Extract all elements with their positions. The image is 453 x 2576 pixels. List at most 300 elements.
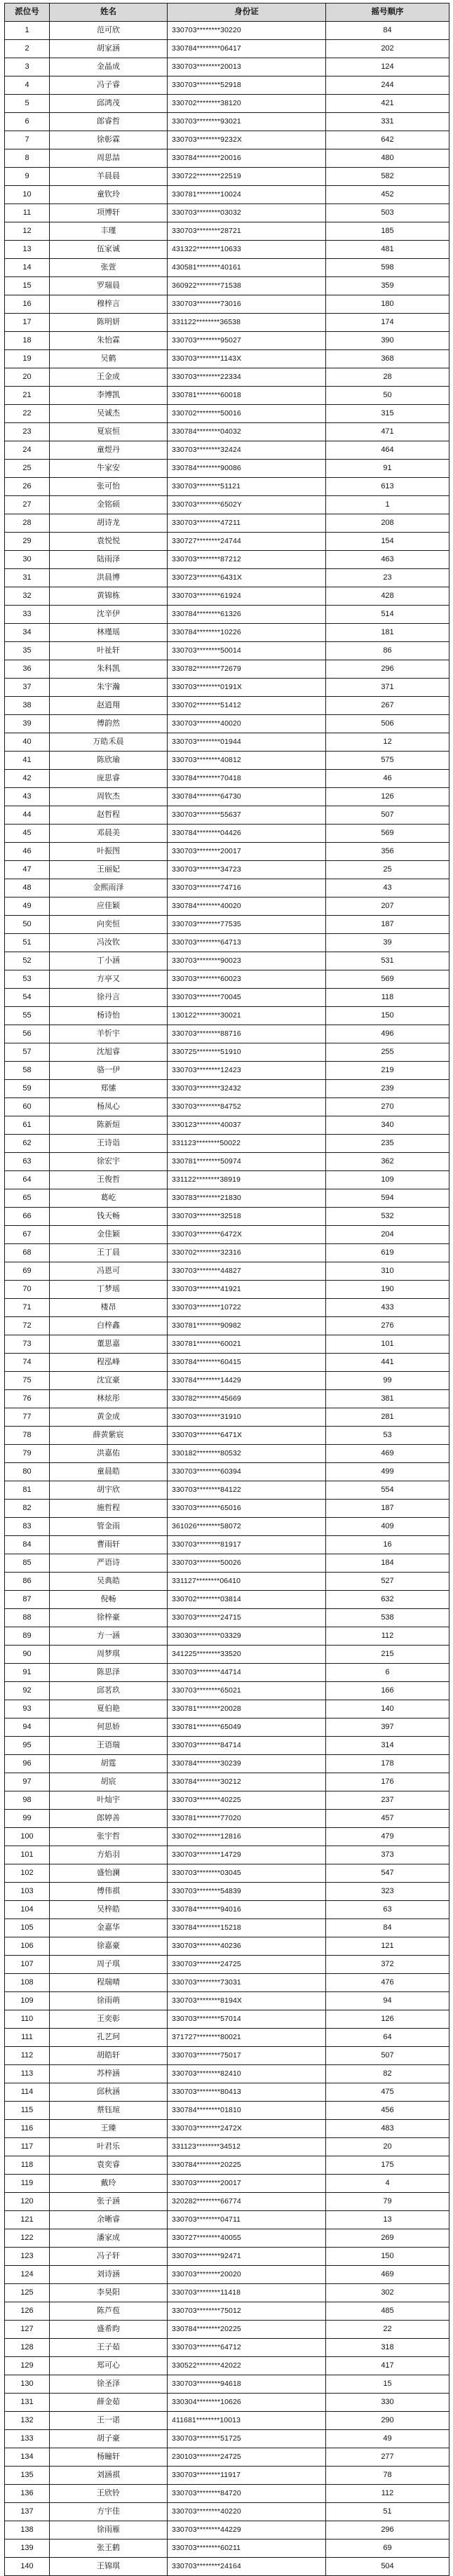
draw-order-cell: 91 xyxy=(326,460,449,478)
name-cell: 刘涵祺 xyxy=(50,2467,168,2485)
draw-order-cell: 1 xyxy=(326,496,449,514)
id-number-cell: 331123********50022 xyxy=(168,1135,326,1153)
seq-cell: 111 xyxy=(5,2029,50,2047)
draw-order-cell: 121 xyxy=(326,1937,449,1956)
draw-order-cell: 86 xyxy=(326,642,449,660)
id-number-cell: 330703********47211 xyxy=(168,514,326,533)
seq-cell: 116 xyxy=(5,2120,50,2138)
id-number-cell: 330703********65016 xyxy=(168,1500,326,1518)
id-number-cell: 330703********55637 xyxy=(168,806,326,825)
name-cell: 黄金成 xyxy=(50,1408,168,1427)
draw-order-cell: 12 xyxy=(326,733,449,752)
seq-cell: 23 xyxy=(5,423,50,441)
id-number-cell: 330782********45669 xyxy=(168,1390,326,1408)
seq-cell: 5 xyxy=(5,95,50,113)
table-row xyxy=(5,1153,449,1171)
name-cell: 邱鸿茂 xyxy=(50,95,168,113)
id-number-cell: 330703********24164 xyxy=(168,2558,326,2576)
name-cell: 叶灿宇 xyxy=(50,1791,168,1810)
name-cell: 傅伟祺 xyxy=(50,1883,168,1901)
draw-order-cell: 619 xyxy=(326,1244,449,1262)
id-number-cell: 330703********90023 xyxy=(168,952,326,970)
id-number-cell: 330703********60211 xyxy=(168,2540,326,2558)
id-number-cell: 330703********70045 xyxy=(168,989,326,1007)
table-row xyxy=(5,1481,449,1500)
table-row xyxy=(5,1992,449,2010)
name-cell: 胡宇欣 xyxy=(50,1481,168,1500)
draw-order-cell: 397 xyxy=(326,1719,449,1737)
id-number-cell: 330784********20225 xyxy=(168,2321,326,2339)
draw-order-cell: 112 xyxy=(326,1627,449,1646)
seq-cell: 91 xyxy=(5,1664,50,1682)
table-row xyxy=(5,1317,449,1335)
seq-cell: 136 xyxy=(5,2485,50,2503)
draw-order-cell: 28 xyxy=(326,368,449,387)
table-row xyxy=(5,295,449,314)
name-cell: 盛希昀 xyxy=(50,2321,168,2339)
id-number-cell: 330703********20013 xyxy=(168,58,326,76)
draw-order-cell: 49 xyxy=(326,2430,449,2448)
table-row xyxy=(5,241,449,259)
seq-cell: 76 xyxy=(5,1390,50,1408)
seq-cell: 70 xyxy=(5,1281,50,1299)
seq-cell: 46 xyxy=(5,843,50,861)
name-cell: 曹雨轩 xyxy=(50,1536,168,1554)
draw-order-cell: 569 xyxy=(326,825,449,843)
seq-cell: 20 xyxy=(5,368,50,387)
draw-order-cell: 296 xyxy=(326,2521,449,2540)
seq-cell: 101 xyxy=(5,1846,50,1864)
draw-order-cell: 178 xyxy=(326,1755,449,1773)
seq-cell: 68 xyxy=(5,1244,50,1262)
name-cell: 项博轩 xyxy=(50,204,168,222)
name-cell: 伍家诚 xyxy=(50,241,168,259)
table-row xyxy=(5,460,449,478)
seq-cell: 108 xyxy=(5,1974,50,1992)
id-number-cell: 431322********10633 xyxy=(168,241,326,259)
draw-order-cell: 362 xyxy=(326,1153,449,1171)
id-number-cell: 330727********40055 xyxy=(168,2229,326,2248)
name-cell: 王金成 xyxy=(50,368,168,387)
table-row xyxy=(5,2083,449,2102)
draw-order-cell: 554 xyxy=(326,1481,449,1500)
draw-order-cell: 507 xyxy=(326,806,449,825)
draw-order-cell: 6 xyxy=(326,1664,449,1682)
name-cell: 杨瞳轩 xyxy=(50,2448,168,2467)
seq-cell: 30 xyxy=(5,551,50,569)
draw-order-cell: 456 xyxy=(326,2102,449,2120)
id-number-cell: 330784********64730 xyxy=(168,788,326,806)
id-number-cell: 331122********38919 xyxy=(168,1171,326,1189)
id-number-cell: 330784********06417 xyxy=(168,40,326,58)
table-row xyxy=(5,2229,449,2248)
table-row xyxy=(5,2467,449,2485)
table-row xyxy=(5,2357,449,2375)
table-row xyxy=(5,1974,449,1992)
seq-cell: 64 xyxy=(5,1171,50,1189)
seq-cell: 73 xyxy=(5,1335,50,1354)
id-number-cell: 330703********20020 xyxy=(168,2266,326,2284)
seq-cell: 88 xyxy=(5,1609,50,1627)
table-row xyxy=(5,1408,449,1427)
id-number-cell: 330781********60018 xyxy=(168,387,326,405)
id-number-cell: 330703********73016 xyxy=(168,295,326,314)
name-cell: 夏伯艳 xyxy=(50,1700,168,1719)
header-id-number: 身份证 xyxy=(168,4,326,22)
table-row xyxy=(5,2120,449,2138)
table-row xyxy=(5,40,449,58)
table-row xyxy=(5,2485,449,2503)
seq-cell: 3 xyxy=(5,58,50,76)
id-number-cell: 330703********32424 xyxy=(168,441,326,460)
id-number-cell: 330703********9232X xyxy=(168,131,326,149)
seq-cell: 48 xyxy=(5,879,50,897)
name-cell: 胡子豪 xyxy=(50,2430,168,2448)
table-row xyxy=(5,1901,449,1919)
table-row xyxy=(5,1007,449,1025)
seq-cell: 139 xyxy=(5,2540,50,2558)
id-number-cell: 330702********03814 xyxy=(168,1591,326,1609)
id-number-cell: 230103********24725 xyxy=(168,2448,326,2467)
id-number-cell: 330703********54839 xyxy=(168,1883,326,1901)
table-row xyxy=(5,1664,449,1682)
id-number-cell: 330702********51412 xyxy=(168,697,326,715)
seq-cell: 65 xyxy=(5,1189,50,1208)
draw-order-cell: 547 xyxy=(326,1864,449,1883)
seq-cell: 131 xyxy=(5,2394,50,2412)
table-row xyxy=(5,1773,449,1791)
id-number-cell: 330781********60021 xyxy=(168,1335,326,1354)
table-row xyxy=(5,934,449,952)
id-number-cell: 330703********20017 xyxy=(168,2175,326,2193)
name-cell: 张萱 xyxy=(50,259,168,277)
table-row xyxy=(5,1646,449,1664)
seq-cell: 52 xyxy=(5,952,50,970)
id-number-cell: 330703********84720 xyxy=(168,2485,326,2503)
name-cell: 周梦琪 xyxy=(50,1646,168,1664)
seq-cell: 82 xyxy=(5,1500,50,1518)
seq-cell: 58 xyxy=(5,1062,50,1080)
id-number-cell: 330784********30239 xyxy=(168,1755,326,1773)
name-cell: 白梓鑫 xyxy=(50,1317,168,1335)
name-cell: 万皓禾晨 xyxy=(50,733,168,752)
name-cell: 王一诺 xyxy=(50,2412,168,2430)
name-cell: 林瑾瑶 xyxy=(50,624,168,642)
id-number-cell: 330784********20016 xyxy=(168,149,326,168)
id-number-cell: 330703********11418 xyxy=(168,2284,326,2302)
id-number-cell: 330703********8194X xyxy=(168,1992,326,2010)
id-number-cell: 330781********77020 xyxy=(168,1810,326,1828)
seq-cell: 45 xyxy=(5,825,50,843)
draw-order-cell: 575 xyxy=(326,752,449,770)
id-number-cell: 330182********80532 xyxy=(168,1445,326,1463)
table-row xyxy=(5,861,449,879)
seq-cell: 41 xyxy=(5,752,50,770)
id-number-cell: 330703********6472X xyxy=(168,1226,326,1244)
id-number-cell: 320282********66774 xyxy=(168,2193,326,2211)
table-row xyxy=(5,989,449,1007)
id-number-cell: 330703********44229 xyxy=(168,2521,326,2540)
name-cell: 郎睿哲 xyxy=(50,113,168,131)
name-cell: 童晨皓 xyxy=(50,1463,168,1481)
id-number-cell: 330781********90982 xyxy=(168,1317,326,1335)
table-row xyxy=(5,149,449,168)
name-cell: 洪嘉佑 xyxy=(50,1445,168,1463)
name-cell: 周子琪 xyxy=(50,1956,168,1974)
id-number-cell: 330703********73031 xyxy=(168,1974,326,1992)
id-number-cell: 130122********30021 xyxy=(168,1007,326,1025)
id-number-cell: 330703********34723 xyxy=(168,861,326,879)
draw-order-cell: 16 xyxy=(326,1536,449,1554)
name-cell: 赵逍翔 xyxy=(50,697,168,715)
draw-order-cell: 538 xyxy=(326,1609,449,1627)
id-number-cell: 330702********32316 xyxy=(168,1244,326,1262)
id-number-cell: 330784********10226 xyxy=(168,624,326,642)
name-cell: 叶君乐 xyxy=(50,2138,168,2156)
draw-order-cell: 532 xyxy=(326,1208,449,1226)
seq-cell: 6 xyxy=(5,113,50,131)
name-cell: 叶振图 xyxy=(50,843,168,861)
id-number-cell: 330703********84752 xyxy=(168,1098,326,1116)
name-cell: 傅韵然 xyxy=(50,715,168,733)
id-number-cell: 330784********30212 xyxy=(168,1773,326,1791)
name-cell: 董思嘉 xyxy=(50,1335,168,1354)
table-row xyxy=(5,2029,449,2047)
draw-order-cell: 99 xyxy=(326,1372,449,1390)
seq-cell: 72 xyxy=(5,1317,50,1335)
draw-order-cell: 255 xyxy=(326,1043,449,1062)
seq-cell: 51 xyxy=(5,934,50,952)
name-cell: 王丽妃 xyxy=(50,861,168,879)
seq-cell: 14 xyxy=(5,259,50,277)
seq-cell: 61 xyxy=(5,1116,50,1135)
name-cell: 袁奕睿 xyxy=(50,2156,168,2175)
table-row xyxy=(5,1427,449,1445)
table-row xyxy=(5,1500,449,1518)
id-number-cell: 330702********38120 xyxy=(168,95,326,113)
table-row xyxy=(5,2503,449,2521)
draw-order-cell: 381 xyxy=(326,1390,449,1408)
table-row xyxy=(5,514,449,533)
draw-order-cell: 331 xyxy=(326,113,449,131)
draw-order-cell: 219 xyxy=(326,1062,449,1080)
seq-cell: 130 xyxy=(5,2375,50,2394)
id-number-cell: 330784********04426 xyxy=(168,825,326,843)
seq-cell: 54 xyxy=(5,989,50,1007)
table-row xyxy=(5,2521,449,2540)
id-number-cell: 331122********36538 xyxy=(168,314,326,332)
seq-cell: 38 xyxy=(5,697,50,715)
name-cell: 方焰羽 xyxy=(50,1846,168,1864)
table-row xyxy=(5,1719,449,1737)
name-cell: 杨诗怡 xyxy=(50,1007,168,1025)
seq-cell: 22 xyxy=(5,405,50,423)
seq-cell: 110 xyxy=(5,2010,50,2029)
name-cell: 邱秋涵 xyxy=(50,2083,168,2102)
name-cell: 严语诗 xyxy=(50,1554,168,1573)
draw-order-cell: 270 xyxy=(326,1098,449,1116)
table-row xyxy=(5,606,449,624)
table-row xyxy=(5,2266,449,2284)
name-cell: 盛怡澜 xyxy=(50,1864,168,1883)
table-row xyxy=(5,1463,449,1481)
name-cell: 沈辛伊 xyxy=(50,606,168,624)
draw-order-cell: 428 xyxy=(326,587,449,606)
draw-order-cell: 496 xyxy=(326,1025,449,1043)
draw-order-cell: 112 xyxy=(326,2485,449,2503)
draw-order-cell: 235 xyxy=(326,1135,449,1153)
id-number-cell: 330703********24725 xyxy=(168,1956,326,1974)
seq-cell: 27 xyxy=(5,496,50,514)
name-cell: 施哲程 xyxy=(50,1500,168,1518)
table-row xyxy=(5,952,449,970)
table-row xyxy=(5,1518,449,1536)
name-cell: 李博凯 xyxy=(50,387,168,405)
table-row xyxy=(5,1262,449,1281)
name-cell: 丁梦瑶 xyxy=(50,1281,168,1299)
id-number-cell: 330703********60394 xyxy=(168,1463,326,1481)
table-row xyxy=(5,368,449,387)
name-cell: 张宇哲 xyxy=(50,1828,168,1846)
name-cell: 李昊阳 xyxy=(50,2284,168,2302)
seq-cell: 18 xyxy=(5,332,50,350)
draw-order-cell: 340 xyxy=(326,1116,449,1135)
table-row xyxy=(5,405,449,423)
draw-order-cell: 185 xyxy=(326,222,449,241)
seq-cell: 28 xyxy=(5,514,50,533)
table-row xyxy=(5,22,449,40)
id-number-cell: 330703********61924 xyxy=(168,587,326,606)
draw-order-cell: 569 xyxy=(326,970,449,989)
id-number-cell: 330703********6502Y xyxy=(168,496,326,514)
seq-cell: 37 xyxy=(5,679,50,697)
table-row xyxy=(5,76,449,95)
seq-cell: 47 xyxy=(5,861,50,879)
table-row xyxy=(5,277,449,295)
draw-order-cell: 372 xyxy=(326,1956,449,1974)
name-cell: 金熙雨泽 xyxy=(50,879,168,897)
id-number-cell: 330703********60023 xyxy=(168,970,326,989)
table-row xyxy=(5,2065,449,2083)
draw-order-cell: 78 xyxy=(326,2467,449,2485)
table-row xyxy=(5,642,449,660)
id-number-cell: 330702********50016 xyxy=(168,405,326,423)
table-row xyxy=(5,1098,449,1116)
draw-order-cell: 39 xyxy=(326,934,449,952)
seq-cell: 92 xyxy=(5,1682,50,1700)
draw-order-cell: 267 xyxy=(326,697,449,715)
table-row xyxy=(5,1846,449,1864)
draw-order-cell: 63 xyxy=(326,1901,449,1919)
seq-cell: 4 xyxy=(5,76,50,95)
table-row xyxy=(5,2175,449,2193)
id-number-cell: 330703********40236 xyxy=(168,1937,326,1956)
table-row xyxy=(5,496,449,514)
name-cell: 应佳颖 xyxy=(50,897,168,916)
seq-cell: 98 xyxy=(5,1791,50,1810)
name-cell: 胡家涵 xyxy=(50,40,168,58)
table-row xyxy=(5,2211,449,2229)
name-cell: 冯子轩 xyxy=(50,2248,168,2266)
seq-cell: 125 xyxy=(5,2284,50,2302)
id-number-cell: 330703********41921 xyxy=(168,1281,326,1299)
table-row xyxy=(5,1372,449,1390)
id-number-cell: 330703********0191X xyxy=(168,679,326,697)
table-row xyxy=(5,587,449,606)
table-row xyxy=(5,1919,449,1937)
table-row xyxy=(5,2540,449,2558)
name-cell: 陈明妍 xyxy=(50,314,168,332)
seq-cell: 62 xyxy=(5,1135,50,1153)
seq-cell: 96 xyxy=(5,1755,50,1773)
table-row xyxy=(5,1755,449,1773)
table-row xyxy=(5,897,449,916)
draw-order-cell: 175 xyxy=(326,2156,449,2175)
name-cell: 庞思睿 xyxy=(50,770,168,788)
seq-cell: 135 xyxy=(5,2467,50,2485)
draw-order-cell: 330 xyxy=(326,2394,449,2412)
name-cell: 沈旭睿 xyxy=(50,1043,168,1062)
table-row xyxy=(5,2339,449,2357)
draw-order-cell: 154 xyxy=(326,533,449,551)
draw-order-cell: 481 xyxy=(326,241,449,259)
name-cell: 穆梓言 xyxy=(50,295,168,314)
id-number-cell: 330703********88716 xyxy=(168,1025,326,1043)
draw-order-cell: 464 xyxy=(326,441,449,460)
name-cell: 冯恩可 xyxy=(50,1262,168,1281)
name-cell: 胡霆 xyxy=(50,1755,168,1773)
draw-order-cell: 483 xyxy=(326,2120,449,2138)
seq-cell: 128 xyxy=(5,2339,50,2357)
draw-order-cell: 642 xyxy=(326,131,449,149)
name-cell: 郑愫 xyxy=(50,1080,168,1098)
id-number-cell: 330722********22519 xyxy=(168,168,326,186)
table-row xyxy=(5,1135,449,1153)
id-number-cell: 330784********40020 xyxy=(168,897,326,916)
name-cell: 胡皓轩 xyxy=(50,2047,168,2065)
table-row xyxy=(5,1390,449,1408)
draw-order-cell: 452 xyxy=(326,186,449,204)
table-row xyxy=(5,314,449,332)
draw-order-cell: 46 xyxy=(326,770,449,788)
id-number-cell: 330703********93021 xyxy=(168,113,326,131)
draw-order-cell: 463 xyxy=(326,551,449,569)
draw-order-cell: 174 xyxy=(326,314,449,332)
table-row xyxy=(5,916,449,934)
seq-cell: 15 xyxy=(5,277,50,295)
seq-cell: 74 xyxy=(5,1354,50,1372)
name-cell: 王奕彰 xyxy=(50,2010,168,2029)
draw-order-cell: 79 xyxy=(326,2193,449,2211)
seq-cell: 16 xyxy=(5,295,50,314)
name-cell: 王欣铃 xyxy=(50,2485,168,2503)
id-number-cell: 330304********10626 xyxy=(168,2394,326,2412)
name-cell: 楼昂 xyxy=(50,1299,168,1317)
name-cell: 冯汝钦 xyxy=(50,934,168,952)
id-number-cell: 330703********51725 xyxy=(168,2430,326,2448)
table-row xyxy=(5,970,449,989)
name-cell: 范可欣 xyxy=(50,22,168,40)
name-cell: 孔艺珂 xyxy=(50,2029,168,2047)
draw-order-cell: 124 xyxy=(326,58,449,76)
draw-order-cell: 371 xyxy=(326,679,449,697)
seq-cell: 31 xyxy=(5,569,50,587)
id-number-cell: 330703********01944 xyxy=(168,733,326,752)
id-number-cell: 330703********64712 xyxy=(168,2339,326,2357)
draw-order-cell: 356 xyxy=(326,843,449,861)
name-cell: 冯子睿 xyxy=(50,76,168,95)
name-cell: 金铭硕 xyxy=(50,496,168,514)
